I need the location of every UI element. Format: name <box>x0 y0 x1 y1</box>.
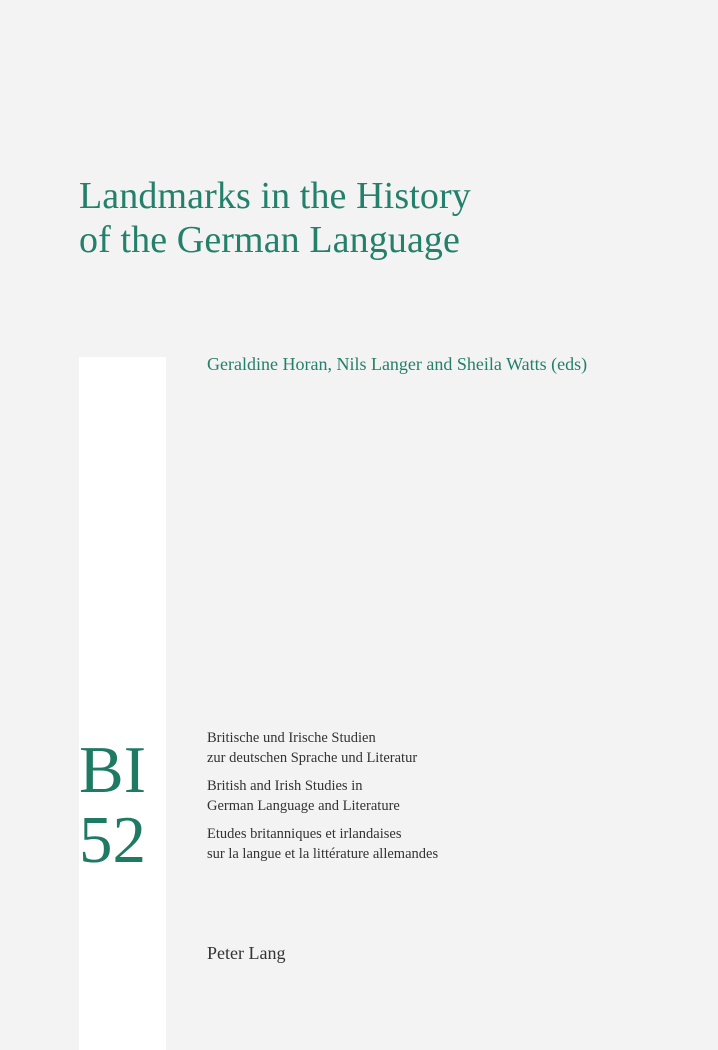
series-description <box>207 728 637 872</box>
editors-credit: Geraldine Horan, Nils Langer and Sheila Watts (eds) <box>207 354 588 374</box>
series-english-title <box>207 776 637 816</box>
series-german-title <box>207 728 637 768</box>
series-french-title <box>207 824 637 864</box>
series-english-line-2: German Language and Literature <box>207 798 400 814</box>
publisher-name: Peter Lang <box>207 943 286 963</box>
white-vertical-strip <box>79 357 166 1050</box>
book-title <box>79 174 679 262</box>
series-code <box>79 735 146 875</box>
series-french-line-1: Etudes britanniques et irlandaises <box>207 826 402 842</box>
series-german-line-1: Britische und Irische Studien <box>207 730 376 746</box>
series-french-line-2: sur la langue et la littérature allemandes <box>207 846 439 862</box>
series-code-letters: BI <box>79 733 146 807</box>
series-code-number: 52 <box>79 803 146 877</box>
book-title-line-2: of the German Language <box>79 219 460 261</box>
series-english-line-1: British and Irish Studies in <box>207 778 363 794</box>
series-german-line-2: zur deutschen Sprache und Literatur <box>207 750 418 766</box>
book-title-line-1: Landmarks in the History <box>79 175 471 217</box>
